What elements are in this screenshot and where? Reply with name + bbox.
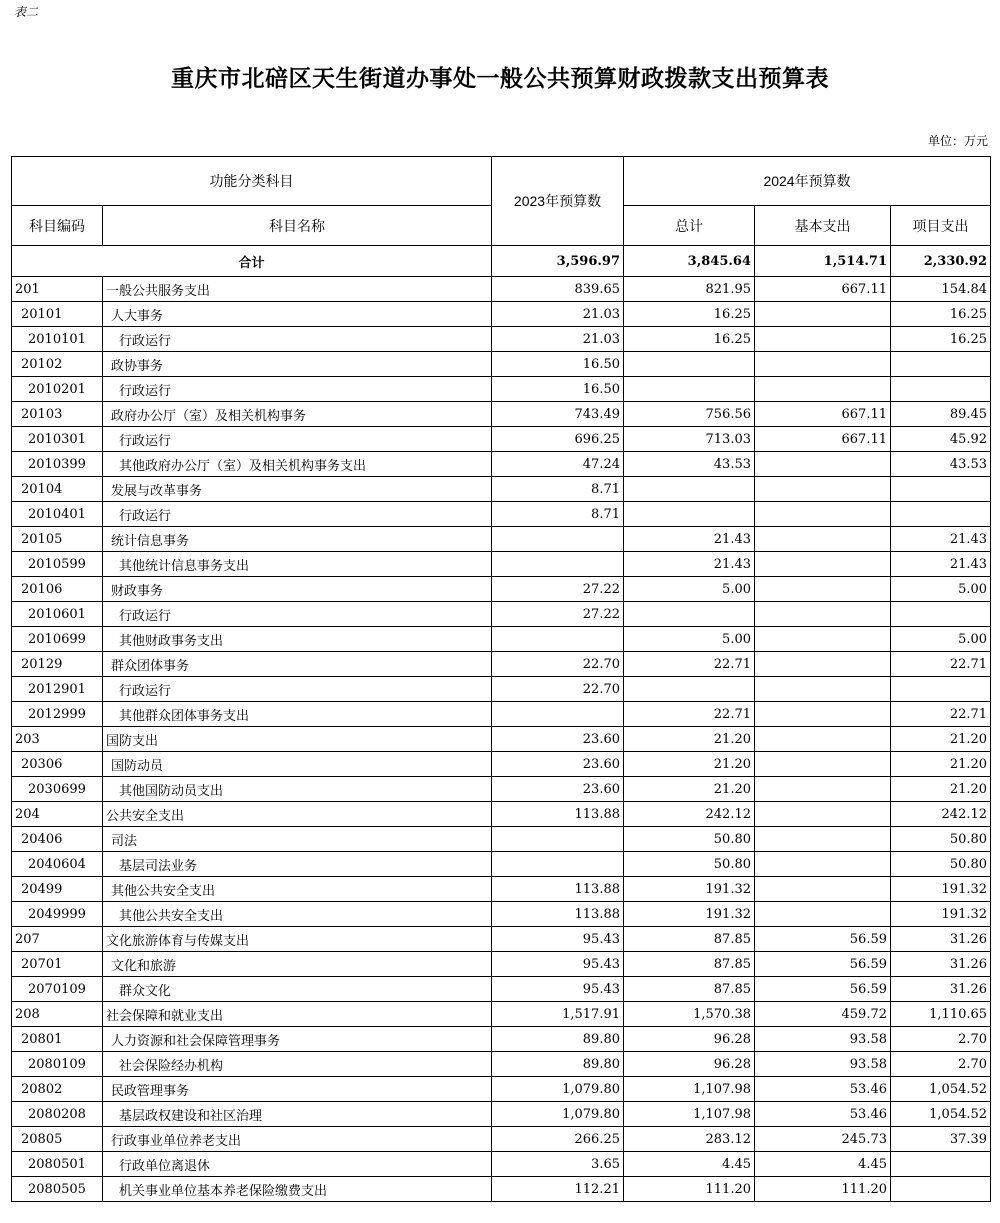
header-project: 项目支出 [891,206,991,246]
row-basic: 4.45 [755,1152,891,1177]
row-code: 2080501 [12,1152,103,1177]
table-row [12,1027,991,1052]
row-code: 203 [12,727,103,752]
row-name: 统计信息事务 [103,527,492,552]
table-row [12,277,991,302]
row-project: 21.20 [891,727,991,752]
table-number: 表二 [14,5,39,19]
row-project: 89.45 [891,402,991,427]
table-row [12,927,991,952]
row-project: 1,054.52 [891,1077,991,1102]
unit-label: 单位：万元 [927,134,988,148]
table-row [12,952,991,977]
row-basic [755,452,891,477]
row-project [891,377,991,402]
row-total: 191.32 [624,877,755,902]
row-total: 87.85 [624,977,755,1002]
row-code: 2049999 [12,902,103,927]
row-code: 2010699 [12,627,103,652]
row-project: 2.70 [891,1052,991,1077]
table-row [12,502,991,527]
row-total: 87.85 [624,927,755,952]
table-row [12,602,991,627]
row-name: 社会保险经办机构 [103,1052,492,1077]
row-basic [755,677,891,702]
row-basic [755,877,891,902]
row-name: 财政事务 [103,577,492,602]
row-name: 群众团体事务 [103,652,492,677]
row-name: 民政管理事务 [103,1077,492,1102]
header-total: 总计 [624,206,755,246]
row-project: 242.12 [891,802,991,827]
row-code: 20103 [12,402,103,427]
row-name: 行政运行 [103,602,492,627]
row-total: 50.80 [624,827,755,852]
row-basic: 111.20 [755,1177,891,1202]
header-func-category: 功能分类科目 [12,157,492,206]
row-basic [755,602,891,627]
row-total: 1,107.98 [624,1102,755,1127]
row-total [624,502,755,527]
row-project: 1,054.52 [891,1102,991,1127]
table-row [12,402,991,427]
table-row [12,902,991,927]
row-project: 21.20 [891,777,991,802]
row-code: 2010599 [12,552,103,577]
row-project: 191.32 [891,877,991,902]
row-basic: 53.46 [755,1102,891,1127]
row-project: 5.00 [891,577,991,602]
table-row [12,852,991,877]
row-code: 204 [12,802,103,827]
row-project: 2.70 [891,1027,991,1052]
row-code: 20701 [12,952,103,977]
row-basic: 667.11 [755,427,891,452]
total-total: 3,845.64 [624,246,755,277]
row-name: 行政事业单位养老支出 [103,1127,492,1152]
row-code: 207 [12,927,103,952]
row-code: 20306 [12,752,103,777]
row-total: 21.20 [624,727,755,752]
row-total: 16.25 [624,302,755,327]
row-b2023: 8.71 [492,477,624,502]
table-row [12,677,991,702]
row-total [624,602,755,627]
row-name: 社会保障和就业支出 [103,1002,492,1027]
row-code: 20101 [12,302,103,327]
row-project: 45.92 [891,427,991,452]
row-basic [755,627,891,652]
page-title: 重庆市北碚区天生街道办事处一般公共预算财政拨款支出预算表 [171,65,829,92]
total-b2023: 3,596.97 [492,246,624,277]
row-b2023: 112.21 [492,1177,624,1202]
row-total: 821.95 [624,277,755,302]
row-name: 行政运行 [103,677,492,702]
header-code: 科目编码 [12,206,103,246]
table-row [12,327,991,352]
row-total: 21.20 [624,752,755,777]
budget-table [11,156,991,1202]
row-project: 37.39 [891,1127,991,1152]
row-b2023 [492,552,624,577]
table-row [12,627,991,652]
row-total: 50.80 [624,852,755,877]
row-b2023: 23.60 [492,752,624,777]
table-row [12,1052,991,1077]
row-code: 208 [12,1002,103,1027]
row-code: 2010101 [12,327,103,352]
row-b2023 [492,852,624,877]
row-b2023: 113.88 [492,902,624,927]
row-project [891,352,991,377]
row-b2023: 23.60 [492,727,624,752]
row-b2023: 27.22 [492,602,624,627]
row-b2023 [492,627,624,652]
row-code: 2012901 [12,677,103,702]
row-code: 20802 [12,1077,103,1102]
row-project: 21.43 [891,552,991,577]
row-b2023: 113.88 [492,802,624,827]
row-basic [755,702,891,727]
row-name: 其他政府办公厅（室）及相关机构事务支出 [103,452,492,477]
row-project: 21.43 [891,527,991,552]
table-row [12,652,991,677]
row-project: 50.80 [891,827,991,852]
row-b2023: 21.03 [492,327,624,352]
table-row [12,752,991,777]
row-code: 2030699 [12,777,103,802]
row-basic: 93.58 [755,1052,891,1077]
row-basic [755,377,891,402]
row-name: 公共安全支出 [103,802,492,827]
row-name: 机关事业单位基本养老保险缴费支出 [103,1177,492,1202]
row-total: 21.20 [624,777,755,802]
row-basic [755,802,891,827]
row-basic [755,777,891,802]
row-code: 2010301 [12,427,103,452]
row-total: 22.71 [624,702,755,727]
row-code: 20105 [12,527,103,552]
table-row [12,377,991,402]
row-code: 2010601 [12,602,103,627]
row-name: 人大事务 [103,302,492,327]
row-project: 16.25 [891,302,991,327]
header-name: 科目名称 [103,206,492,246]
row-code: 2080505 [12,1177,103,1202]
row-name: 发展与改革事务 [103,477,492,502]
row-name: 其他公共安全支出 [103,877,492,902]
row-name: 其他群众团体事务支出 [103,702,492,727]
row-code: 20102 [12,352,103,377]
row-total: 43.53 [624,452,755,477]
row-basic: 93.58 [755,1027,891,1052]
row-basic [755,352,891,377]
row-project: 191.32 [891,902,991,927]
row-name: 其他财政事务支出 [103,627,492,652]
row-b2023: 696.25 [492,427,624,452]
table-row [12,477,991,502]
row-code: 2012999 [12,702,103,727]
row-name: 其他公共安全支出 [103,902,492,927]
row-b2023: 16.50 [492,352,624,377]
table-row [12,1002,991,1027]
table-row [12,1102,991,1127]
row-project: 22.71 [891,652,991,677]
row-code: 20499 [12,877,103,902]
row-project: 1,110.65 [891,1002,991,1027]
row-code: 20801 [12,1027,103,1052]
row-basic: 667.11 [755,402,891,427]
row-total [624,677,755,702]
row-code: 2080208 [12,1102,103,1127]
table-row [12,1077,991,1102]
row-name: 一般公共服务支出 [103,277,492,302]
table-row [12,552,991,577]
row-total: 16.25 [624,327,755,352]
row-name: 文化和旅游 [103,952,492,977]
row-project: 50.80 [891,852,991,877]
row-b2023 [492,527,624,552]
row-name: 国防动员 [103,752,492,777]
row-b2023: 95.43 [492,927,624,952]
row-name: 人力资源和社会保障管理事务 [103,1027,492,1052]
total-row [12,246,991,277]
row-project [891,1152,991,1177]
table-row [12,352,991,377]
row-b2023: 743.49 [492,402,624,427]
row-code: 2010399 [12,452,103,477]
row-b2023: 23.60 [492,777,624,802]
row-project [891,502,991,527]
row-code: 2010201 [12,377,103,402]
row-total: 21.43 [624,552,755,577]
row-name: 基层司法业务 [103,852,492,877]
row-b2023: 47.24 [492,452,624,477]
table-row [12,1152,991,1177]
row-project: 31.26 [891,977,991,1002]
row-project: 21.20 [891,752,991,777]
row-basic [755,727,891,752]
row-project [891,602,991,627]
table-row [12,577,991,602]
row-basic: 56.59 [755,977,891,1002]
row-project: 16.25 [891,327,991,352]
row-basic [755,752,891,777]
row-b2023: 21.03 [492,302,624,327]
total-label: 合计 [12,246,492,277]
table-row [12,777,991,802]
table-row [12,727,991,752]
row-code: 2070109 [12,977,103,1002]
table-row [12,702,991,727]
row-total: 242.12 [624,802,755,827]
row-total [624,477,755,502]
row-total: 5.00 [624,627,755,652]
row-basic [755,827,891,852]
total-project: 2,330.92 [891,246,991,277]
row-total: 96.28 [624,1052,755,1077]
row-project [891,1177,991,1202]
row-project: 22.71 [891,702,991,727]
row-name: 行政运行 [103,377,492,402]
row-code: 2080109 [12,1052,103,1077]
row-code: 20406 [12,827,103,852]
row-total: 4.45 [624,1152,755,1177]
table-row [12,827,991,852]
row-total: 22.71 [624,652,755,677]
row-name: 文化旅游体育与传媒支出 [103,927,492,952]
row-b2023: 1,079.80 [492,1102,624,1127]
row-total: 713.03 [624,427,755,452]
row-total: 87.85 [624,952,755,977]
row-name: 其他国防动员支出 [103,777,492,802]
row-basic [755,502,891,527]
row-basic [755,327,891,352]
row-total: 191.32 [624,902,755,927]
row-total: 756.56 [624,402,755,427]
row-b2023: 22.70 [492,677,624,702]
row-code: 20104 [12,477,103,502]
row-name: 行政运行 [103,427,492,452]
row-code: 20106 [12,577,103,602]
row-b2023: 8.71 [492,502,624,527]
row-name: 政府办公厅（室）及相关机构事务 [103,402,492,427]
row-b2023 [492,702,624,727]
row-b2023: 27.22 [492,577,624,602]
row-b2023: 3.65 [492,1152,624,1177]
row-code: 2010401 [12,502,103,527]
row-name: 行政运行 [103,502,492,527]
row-project: 154.84 [891,277,991,302]
row-project: 43.53 [891,452,991,477]
row-total: 5.00 [624,577,755,602]
table-row [12,802,991,827]
row-basic: 56.59 [755,927,891,952]
row-basic: 53.46 [755,1077,891,1102]
row-basic [755,477,891,502]
row-basic [755,852,891,877]
row-b2023: 1,517.91 [492,1002,624,1027]
table-row [12,877,991,902]
row-name: 司法 [103,827,492,852]
table-row [12,1177,991,1202]
header-basic: 基本支出 [755,206,891,246]
row-project: 31.26 [891,952,991,977]
row-project: 5.00 [891,627,991,652]
row-b2023: 113.88 [492,877,624,902]
row-name: 行政运行 [103,327,492,352]
row-basic [755,652,891,677]
table-row [12,527,991,552]
row-project [891,477,991,502]
row-total: 111.20 [624,1177,755,1202]
header-budget-2023: 2023年预算数 [492,157,624,246]
table-body [12,277,991,1202]
row-code: 20805 [12,1127,103,1152]
row-b2023: 839.65 [492,277,624,302]
row-b2023 [492,827,624,852]
row-basic [755,552,891,577]
table-row [12,302,991,327]
row-project: 31.26 [891,927,991,952]
row-name: 政协事务 [103,352,492,377]
row-name: 其他统计信息事务支出 [103,552,492,577]
total-basic: 1,514.71 [755,246,891,277]
row-b2023: 89.80 [492,1027,624,1052]
row-total: 96.28 [624,1027,755,1052]
table-row [12,452,991,477]
row-code: 20129 [12,652,103,677]
row-total: 283.12 [624,1127,755,1152]
row-b2023: 89.80 [492,1052,624,1077]
row-basic: 56.59 [755,952,891,977]
row-code: 2040604 [12,852,103,877]
row-total: 21.43 [624,527,755,552]
row-b2023: 1,079.80 [492,1077,624,1102]
row-b2023: 95.43 [492,952,624,977]
row-total [624,352,755,377]
row-basic: 459.72 [755,1002,891,1027]
row-name: 基层政权建设和社区治理 [103,1102,492,1127]
row-basic: 245.73 [755,1127,891,1152]
table-row [12,1127,991,1152]
row-total: 1,570.38 [624,1002,755,1027]
table-row [12,427,991,452]
row-name: 行政单位离退休 [103,1152,492,1177]
table-row [12,977,991,1002]
row-project [891,677,991,702]
header-budget-2024: 2024年预算数 [624,157,991,206]
row-code: 201 [12,277,103,302]
row-basic [755,902,891,927]
row-total [624,377,755,402]
row-basic: 667.11 [755,277,891,302]
row-b2023: 95.43 [492,977,624,1002]
row-basic [755,577,891,602]
row-b2023: 22.70 [492,652,624,677]
row-b2023: 266.25 [492,1127,624,1152]
row-basic [755,527,891,552]
row-basic [755,302,891,327]
row-b2023: 16.50 [492,377,624,402]
row-total: 1,107.98 [624,1077,755,1102]
row-name: 国防支出 [103,727,492,752]
row-name: 群众文化 [103,977,492,1002]
